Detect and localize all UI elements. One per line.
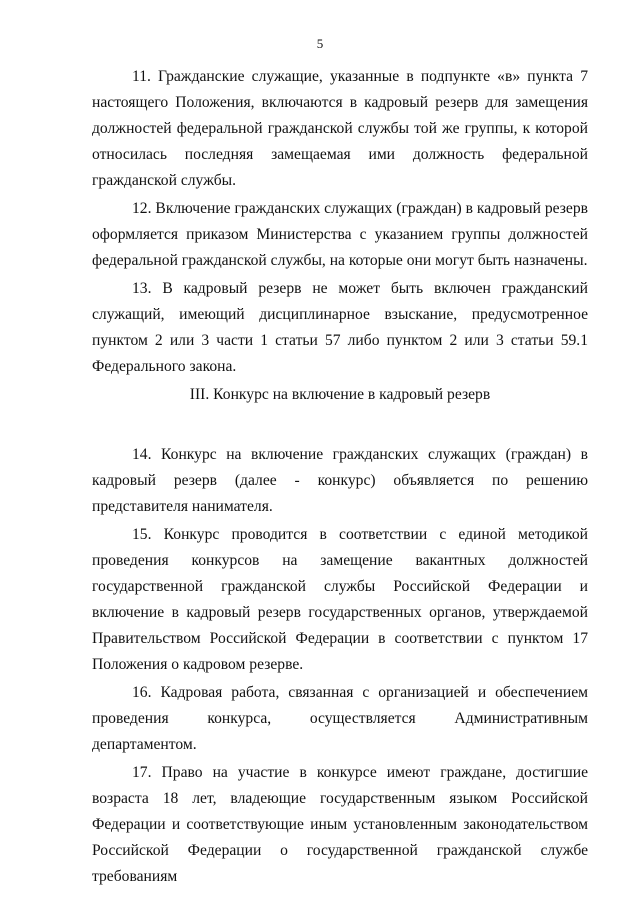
- paragraph-13: 13. В кадровый резерв не может быть включен гражданский служащий, имеющий дисциплинарное взыскание, предусмотренное пунктом 2 или 3 части 1 статьи 57 либо пунктом 2 или 3 статьи 59.1 Федерального закона.: [92, 280, 588, 375]
- paragraph-16: 16. Кадровая работа, связанная с организацией и обеспечением проведения конкурса, осуществляется Административным департаментом.: [92, 684, 588, 753]
- document-body: [92, 64, 588, 890]
- paragraph-12: 12. Включение гражданских служащих (граждан) в кадровый резерв оформляется приказом Министерства с указанием группы должностей федеральной гражданской службы, на которые они могут быть назначены.: [92, 200, 588, 269]
- page-number: 5: [316, 36, 324, 51]
- paragraph-15: 15. Конкурс проводится в соответствии с единой методикой проведения конкурсов на замещение вакантных должностей государственной гражданской службы Российской Федерации и включение в кадровый резерв государственных органов, утверждаемой Правительством Российской Федерации в соответствии с пунктом 17 Положения о кадровом резерве.: [92, 526, 588, 673]
- section-heading: III. Конкурс на включение в кадровый резерв: [189, 386, 491, 403]
- paragraph-17: 17. Право на участие в конкурсе имеют граждане, достигшие возраста 18 лет, владеющие государственным языком Российской Федерации и соответствующие иным установленным законодательством Российской Федерации о государственной гражданской службе требованиям: [92, 764, 588, 885]
- paragraph-14: 14. Конкурс на включение гражданских служащих (граждан) в кадровый резерв (далее - конкурс) объявляется по решению представителя нанимателя.: [92, 446, 588, 515]
- paragraph-11: 11. Гражданские служащие, указанные в подпункте «в» пункта 7 настоящего Положения, включаются в кадровый резерв для замещения должностей федеральной гражданской службы той же группы, к которой относилась последняя замещаемая ими должность федеральной гражданской службы.: [92, 68, 588, 189]
